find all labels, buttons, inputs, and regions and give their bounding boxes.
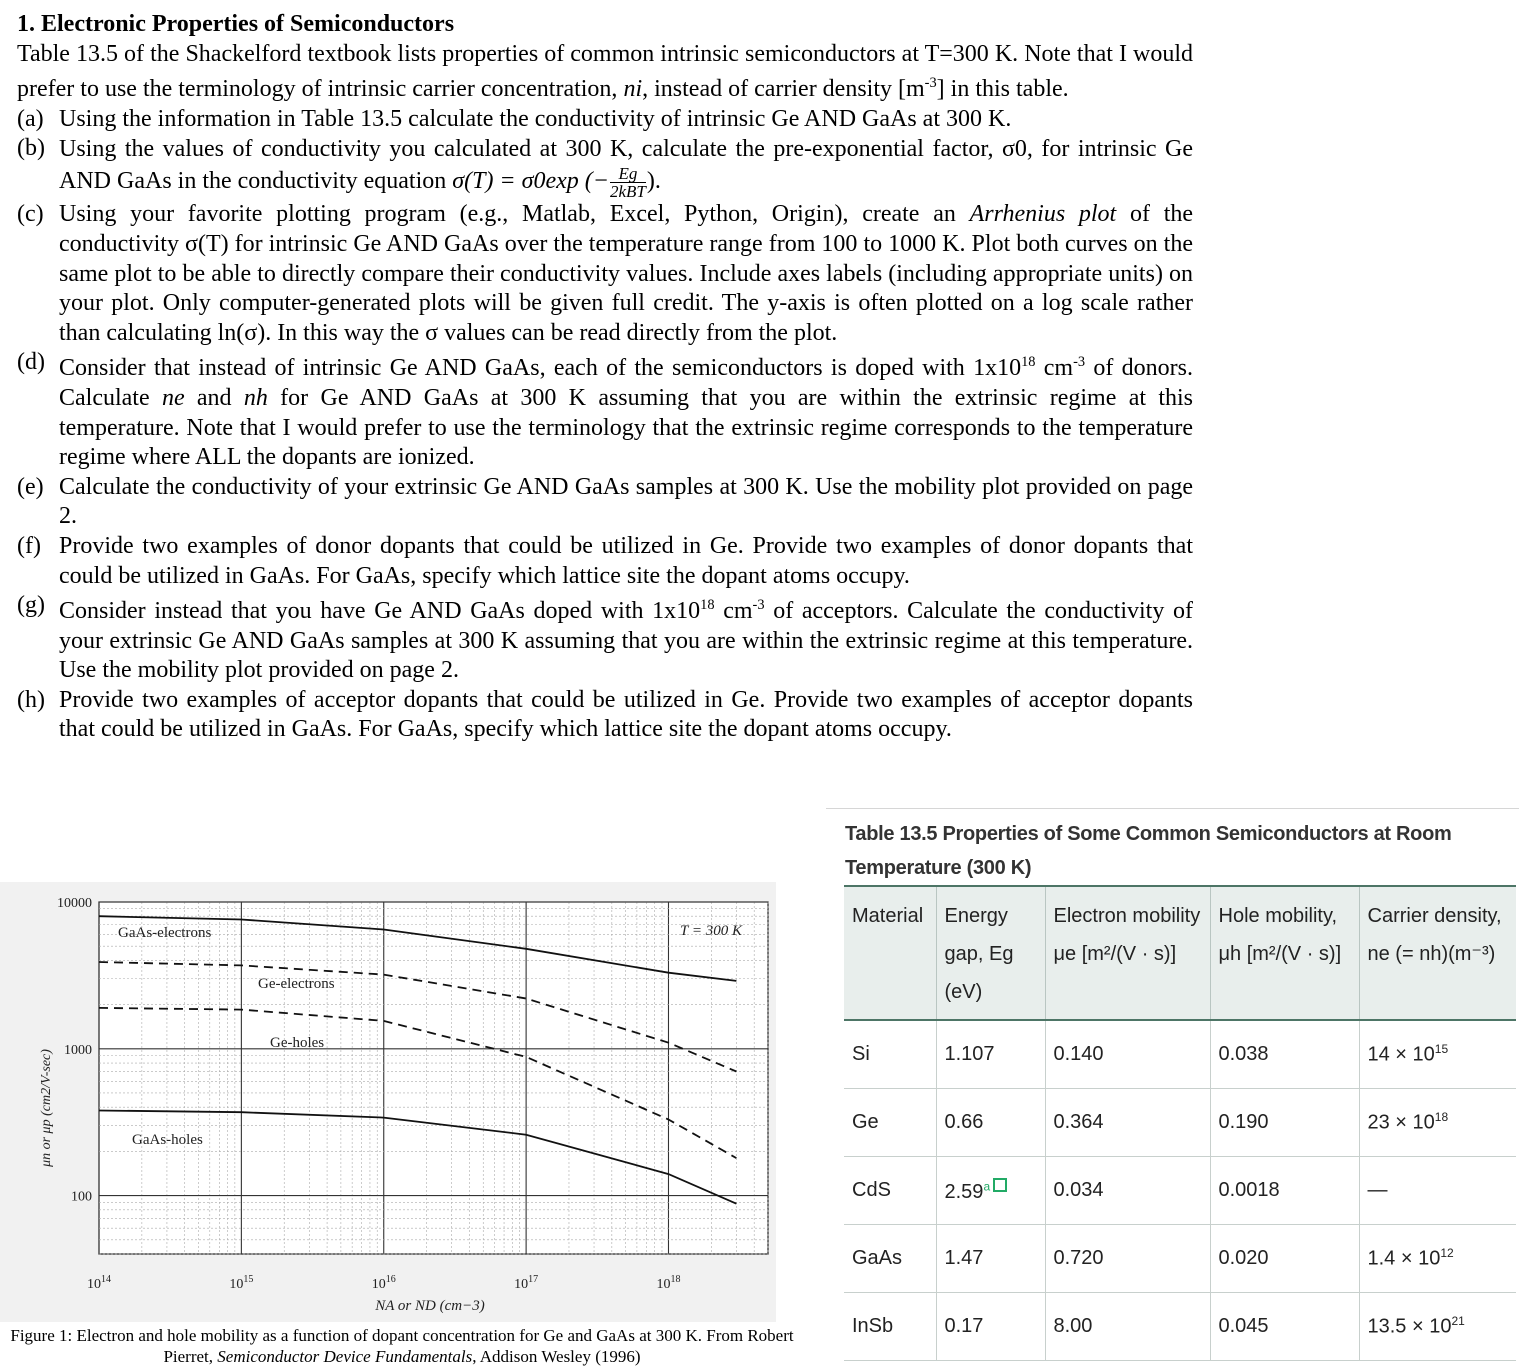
cell-carrier-density: $23 \times 10^{18}$ (1359, 1089, 1516, 1157)
part-e: (e) Calculate the conductivity of your extrinsic Ge AND GaAs samples at 300 K. Use the mobility plot provided on page 2. (17, 473, 1193, 530)
y-tick-label: 10000 (57, 896, 92, 911)
y-axis-label: μn or μp (cm2/V-sec) (39, 1049, 54, 1167)
cell-material: Si (844, 1020, 936, 1089)
cell-electron-mobility: 0.140 (1045, 1020, 1210, 1089)
cell-material: Ge (844, 1089, 936, 1157)
cell-hole-mobility: 0.190 (1210, 1089, 1359, 1157)
part-a: (a) Using the information in Table 13.5 calculate the conductivity of intrinsic Ge AND GaAs at 300 K. (17, 105, 1012, 132)
table-header-row (844, 886, 1516, 1020)
part-d: (d) Consider that instead of intrinsic Ge AND GaAs, each of the semiconductors is doped with $1x10^{18}$ $cm^{-3}$ of donors. Calculate ne and nh for Ge AND GaAs at 300 K assuming that you are within the extrinsic regime at this temperature. Note that I would prefer to use the terminology that the extrinsic regime corresponds to the temperature regime where ALL the dopants are ionized. (17, 349, 1194, 471)
cell-hole-mobility: 0.0018 (1210, 1157, 1359, 1225)
mobility-figure (0, 882, 800, 1371)
cell-hole-mobility: 0.020 (1210, 1225, 1359, 1293)
header-carrier-density: Carrier density, ne (= nh)(m⁻³) (1359, 886, 1516, 1020)
problem-title: 1. Electronic Properties of Semiconductors (17, 11, 455, 37)
part-c: (c) Using your favorite plotting program (e.g., Matlab, Excel, Python, Origin), create an Arrhenius plot of the conductivity σ(T) for intrinsic Ge AND GaAs over the temperature range from 100 to 1000 K. Plot both curves on the same plot to be able to directly compare their conductivity values. Include axes labels (including appropriate units) on your plot. Only computer-generated plots will be given full credit. The y-axis is often plotted on a log scale rather than calculating ln(σ). In this way the σ values can be read directly from the plot. (17, 201, 1194, 346)
cell-carrier-density: — (1359, 1157, 1516, 1225)
part-g: (g) Consider instead that you have Ge AND GaAs doped with $1x10^{18}$ $cm^{-3}$ of acceptors. Calculate the conductivity of your extrinsic Ge AND GaAs samples at 300 K assuming that you are within the extrinsic regime at this temperature. Use the mobility plot provided on page 2. (17, 592, 1193, 684)
x-tick-label: $10^{18}$ (656, 1274, 681, 1292)
cell-energy-gap: 1.47 (936, 1225, 1045, 1293)
header-electron-mobility: Electron mobility μe [m²/(V · s)] (1045, 886, 1210, 1020)
external-link-icon[interactable] (993, 1178, 1007, 1192)
part-f: (f) Provide two examples of donor dopants that could be utilized in Ge. Provide two examples of donor dopants that could be utilized in GaAs. For GaAs, specify which lattice site the dopant atoms occupy. (17, 532, 1193, 589)
cell-energy-gap: 1.107 (936, 1020, 1045, 1089)
series-label-gaas-electrons: GaAs-electrons (118, 925, 212, 941)
y-tick-label: 1000 (64, 1042, 92, 1058)
properties-table-panel (826, 808, 1519, 1372)
cell-energy-gap: 2.59$^a$ (936, 1157, 1045, 1225)
cell-electron-mobility: 0.034 (1045, 1157, 1210, 1225)
series-label-gaas-holes: GaAs-holes (132, 1132, 203, 1148)
series-label-ge-holes: Ge-holes (270, 1035, 325, 1051)
equation-fraction: $\frac{Eg}{\text{2kBT}}$ (609, 164, 646, 202)
cell-material: InSb (844, 1293, 936, 1361)
table-row (844, 1089, 1516, 1157)
conductivity-equation: σ(T) = σ0exp (− (452, 168, 609, 195)
part-h: (h) Provide two examples of acceptor dopants that could be utilized in Ge. Provide two examples of acceptor dopants that could be utilized in GaAs. For GaAs, specify which lattice site the dopant atoms occupy. (17, 686, 1193, 743)
x-tick-label: $10^{14}$ (87, 1274, 111, 1292)
properties-table (844, 885, 1516, 1361)
cell-carrier-density: $14 \times 10^{15}$ (1359, 1020, 1516, 1089)
cell-carrier-density: $13.5 \times 10^{21}$ (1359, 1293, 1516, 1361)
x-tick-label: $10^{17}$ (514, 1274, 539, 1292)
cell-carrier-density: $1.4 \times 10^{12}$ (1359, 1225, 1516, 1293)
table-row (844, 1020, 1516, 1089)
cell-hole-mobility: 0.038 (1210, 1020, 1359, 1089)
header-hole-mobility: Hole mobility, μh [m²/(V · s)] (1210, 886, 1359, 1020)
cell-energy-gap: 0.66 (936, 1089, 1045, 1157)
series-label-ge-electrons: Ge-electrons (258, 976, 335, 992)
chart-title: T = 300 K (680, 923, 742, 939)
y-tick-label: 100 (71, 1189, 92, 1205)
chart-grid (99, 902, 768, 1254)
cell-energy-gap: 0.17 (936, 1293, 1045, 1361)
cell-material: GaAs (844, 1225, 936, 1293)
cell-material: CdS (844, 1157, 936, 1225)
mobility-chart (0, 882, 800, 1322)
part-b: (b) Using the values of conductivity you calculated at 300 K, calculate the pre-exponential factor, σ0, for intrinsic Ge AND GaAs in the conductivity equation σ(T) = σ0exp (− $\frac{Eg}{\text{2kBT}}$ ). (17, 135, 1193, 202)
cell-hole-mobility: 0.045 (1210, 1293, 1359, 1361)
header-energy-gap: Energy gap, Eg (eV) (936, 886, 1045, 1020)
figure-caption: Figure 1: Electron and hole mobility as a function of dopant concentration for Ge and GaAs at 300 K. From Robert Pierret, Semiconductor Device Fundamentals, Addison Wesley (1996) (10, 1326, 794, 1366)
table-title: Table 13.5 Properties of Some Common Semiconductors at Room Temperature (300 K) (845, 823, 1452, 879)
cell-electron-mobility: 0.720 (1045, 1225, 1210, 1293)
table-row (844, 1225, 1516, 1293)
problem-intro: Table 13.5 of the Shackelford textbook lists properties of common intrinsic semiconductors at T=300 K. Note that I would prefer to use the terminology of intrinsic carrier concentration, ni, instead of carrier density $[m^{-3}]$ in this table. (17, 40, 1193, 103)
cell-electron-mobility: 0.364 (1045, 1089, 1210, 1157)
header-material: Material (844, 886, 936, 1020)
problem-text (17, 10, 1193, 745)
x-tick-label: $10^{15}$ (229, 1274, 254, 1292)
plot-area (99, 902, 768, 1254)
cell-electron-mobility: 8.00 (1045, 1293, 1210, 1361)
table-row (844, 1157, 1516, 1225)
x-axis-label: NA or ND (cm−3) (375, 1298, 485, 1314)
table-row (844, 1293, 1516, 1361)
x-tick-label: $10^{16}$ (371, 1274, 396, 1292)
